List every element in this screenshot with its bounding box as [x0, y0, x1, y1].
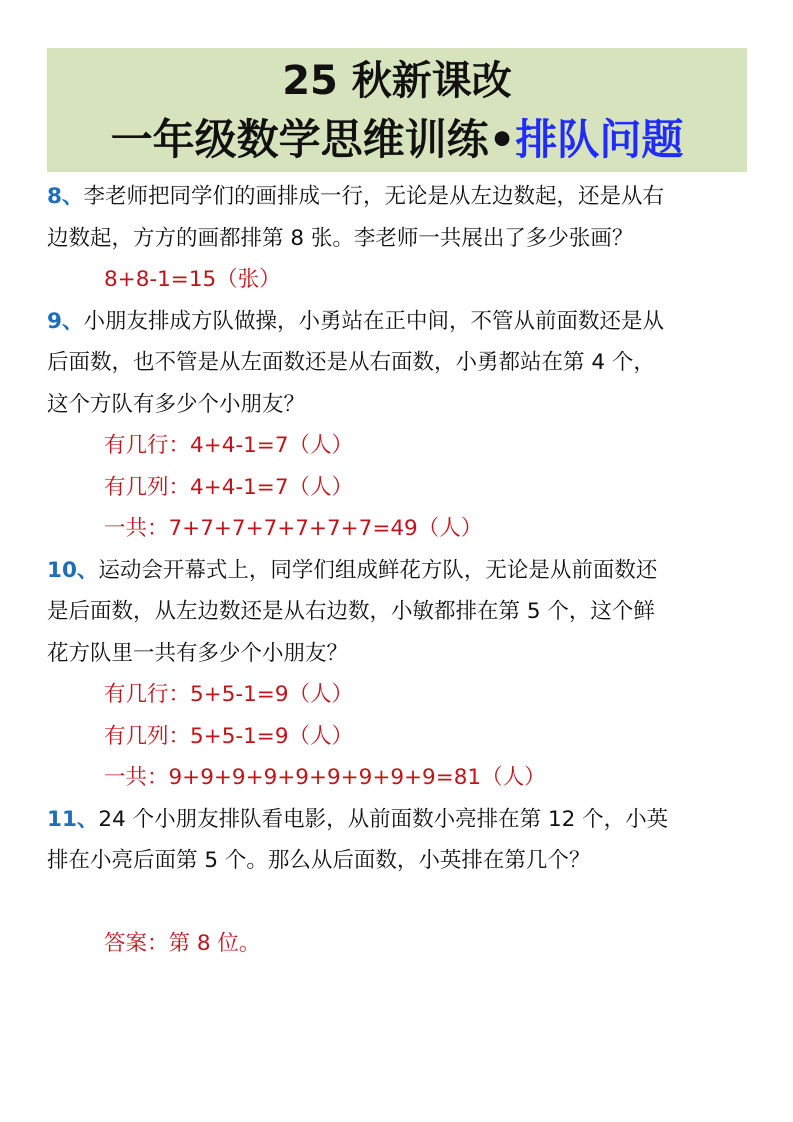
question-8: [47, 176, 747, 301]
answer-line: 8+8-1=15（张）: [104, 267, 281, 292]
blank-space: [47, 882, 747, 924]
question-line: 是后面数，从左边数还是从右边数，小敏都排在第 5 个，这个鲜: [47, 599, 655, 624]
answer-line: 有几列：4+4-1=7（人）: [104, 474, 354, 500]
question-10: [47, 550, 747, 799]
answer-line: 答案：第 8 位。: [104, 931, 261, 956]
question-line: [47, 301, 747, 343]
title-banner: [47, 48, 747, 172]
question-text: 小朋友排成方队做操，小勇站在正中间，不管从前面数还是从: [83, 308, 664, 334]
question-line: 排在小亮后面第 5 个。那么从后面数，小英排在第几个？: [47, 848, 591, 873]
question-line: 花方队里一共有多少个小朋友？: [47, 640, 349, 666]
question-line: [47, 799, 747, 841]
question-line: [47, 176, 747, 218]
question-text: 24 个小朋友排队看电影，从前面数小亮排在第 12 个，小英: [98, 806, 669, 832]
question-line: 后面数，也不管是从左面数还是从右面数，小勇都站在第 4 个，: [47, 350, 655, 375]
worksheet-body: [47, 176, 747, 965]
question-line: 这个方队有多少个小朋友？: [47, 391, 306, 417]
title-line-1: 25 秋新课改: [282, 58, 512, 104]
question-line: 边数起，方方的画都排第 8 张。李老师一共展出了多少张画？: [47, 225, 634, 251]
question-number: 11、: [47, 806, 99, 832]
title-main: 一年级数学思维训练•: [110, 115, 516, 164]
question-number: 8、: [47, 184, 84, 209]
question-text: 运动会开幕式上，同学们组成鲜花方队，无论是从前面数还: [98, 557, 658, 583]
answer-line: 有几列：5+5-1=9（人）: [104, 723, 354, 749]
answer-line: 有几行：5+5-1=9（人）: [104, 682, 354, 707]
question-9: [47, 301, 747, 550]
question-number: 9、: [47, 308, 84, 334]
question-line: [47, 550, 747, 592]
answer-line: 一共：7+7+7+7+7+7+7=49（人）: [104, 516, 483, 541]
question-text: 李老师把同学们的画排成一行，无论是从左边数起，还是从右: [83, 184, 664, 209]
question-number: 10、: [47, 557, 99, 583]
answer-line: 一共：9+9+9+9+9+9+9+9+9=81（人）: [104, 765, 546, 790]
answer-line: 有几行：4+4-1=7（人）: [104, 433, 354, 458]
title-accent: 排队问题: [515, 115, 684, 164]
question-11: [47, 799, 747, 965]
title-line-2: [47, 114, 747, 166]
